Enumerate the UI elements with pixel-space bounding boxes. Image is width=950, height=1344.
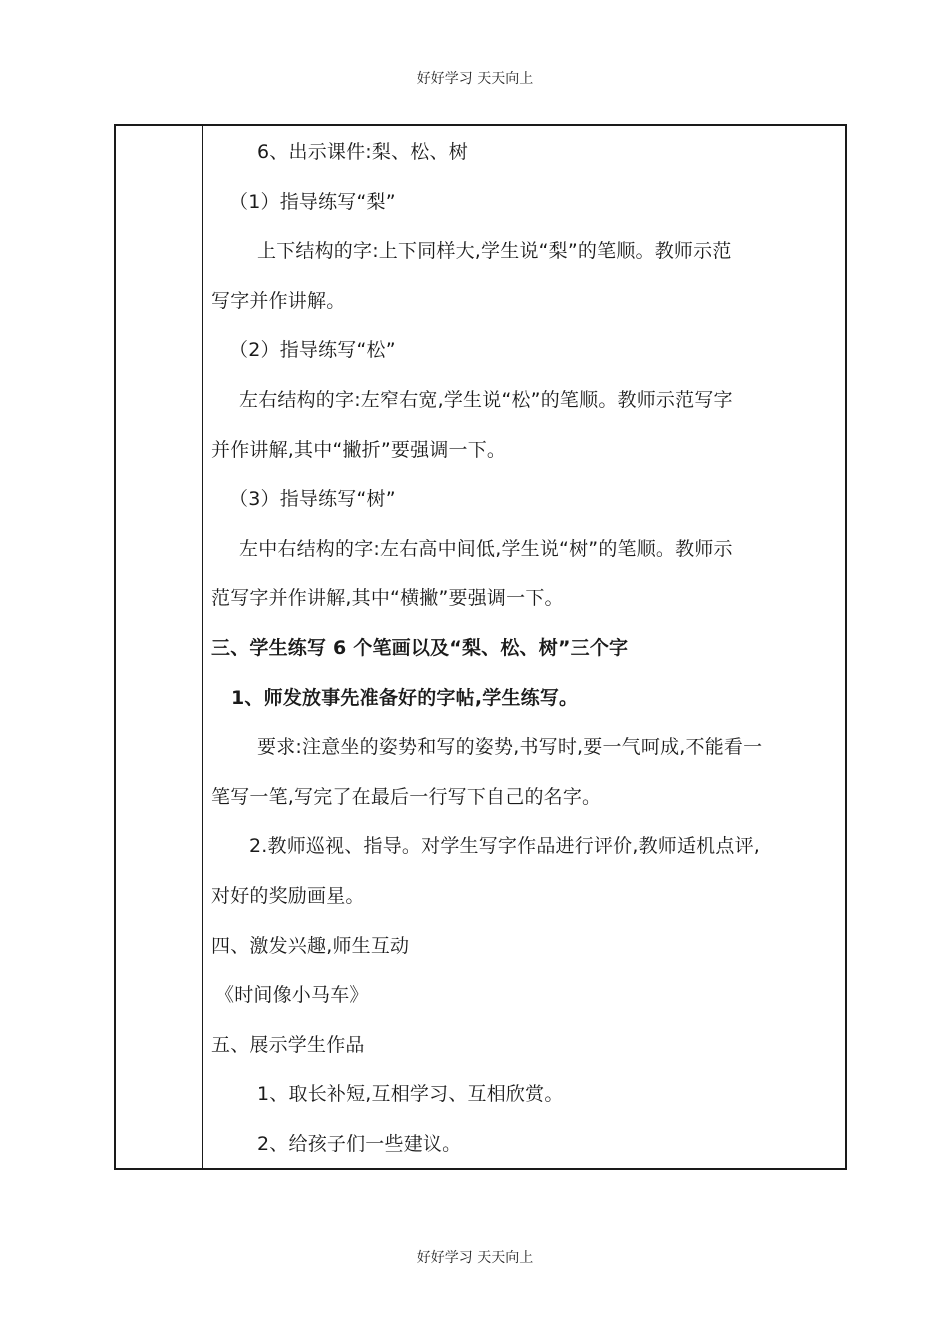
- content-line: 上下结构的字:上下同样大,学生说“梨”的笔顺。教师示范: [257, 240, 732, 263]
- content-line: 对好的奖励画星。: [211, 884, 365, 907]
- content-line: 四、激发兴趣,师生互动: [211, 934, 410, 957]
- content-line: 1、取长补短,互相学习、互相欣赏。: [257, 1083, 564, 1106]
- column-divider: [202, 126, 203, 1168]
- content-line: 2、给孩子们一些建议。: [257, 1132, 462, 1155]
- lesson-table: [114, 124, 847, 1170]
- lesson-content: [211, 128, 843, 1169]
- page-header: 好好学习 天天向上: [416, 71, 534, 87]
- content-line: 五、展示学生作品: [211, 1033, 365, 1056]
- content-line: 笔写一笔,写完了在最后一行写下自己的名字。: [211, 785, 602, 808]
- content-line: （2）指导练写“松”: [229, 339, 396, 362]
- content-line: 6、出示课件:梨、松、树: [257, 141, 468, 163]
- content-line: 并作讲解,其中“撇折”要强调一下。: [211, 438, 507, 461]
- content-line: （3）指导练写“树”: [229, 488, 396, 511]
- content-line: 《时间像小马车》: [215, 984, 369, 1007]
- content-line: 三、学生练写 6 个笔画以及“梨、松、树”三个字: [211, 636, 629, 659]
- content-line: 要求:注意坐的姿势和写的姿势,书写时,要一气呵成,不能看一: [257, 736, 763, 759]
- content-line: 写字并作讲解。: [211, 289, 346, 312]
- page-footer: 好好学习 天天向上: [416, 1250, 534, 1266]
- content-line: 2.教师巡视、指导。对学生写字作品进行评价,教师适机点评,: [249, 835, 761, 858]
- content-line: 1、师发放事先准备好的字帖,学生练写。: [231, 686, 579, 709]
- content-line: （1）指导练写“梨”: [229, 190, 396, 213]
- content-line: 左中右结构的字:左右高中间低,学生说“树”的笔顺。教师示: [239, 537, 733, 560]
- content-line: 范写字并作讲解,其中“横撇”要强调一下。: [211, 587, 564, 610]
- content-line: 左右结构的字:左窄右宽,学生说“松”的笔顺。教师示范写字: [239, 388, 733, 411]
